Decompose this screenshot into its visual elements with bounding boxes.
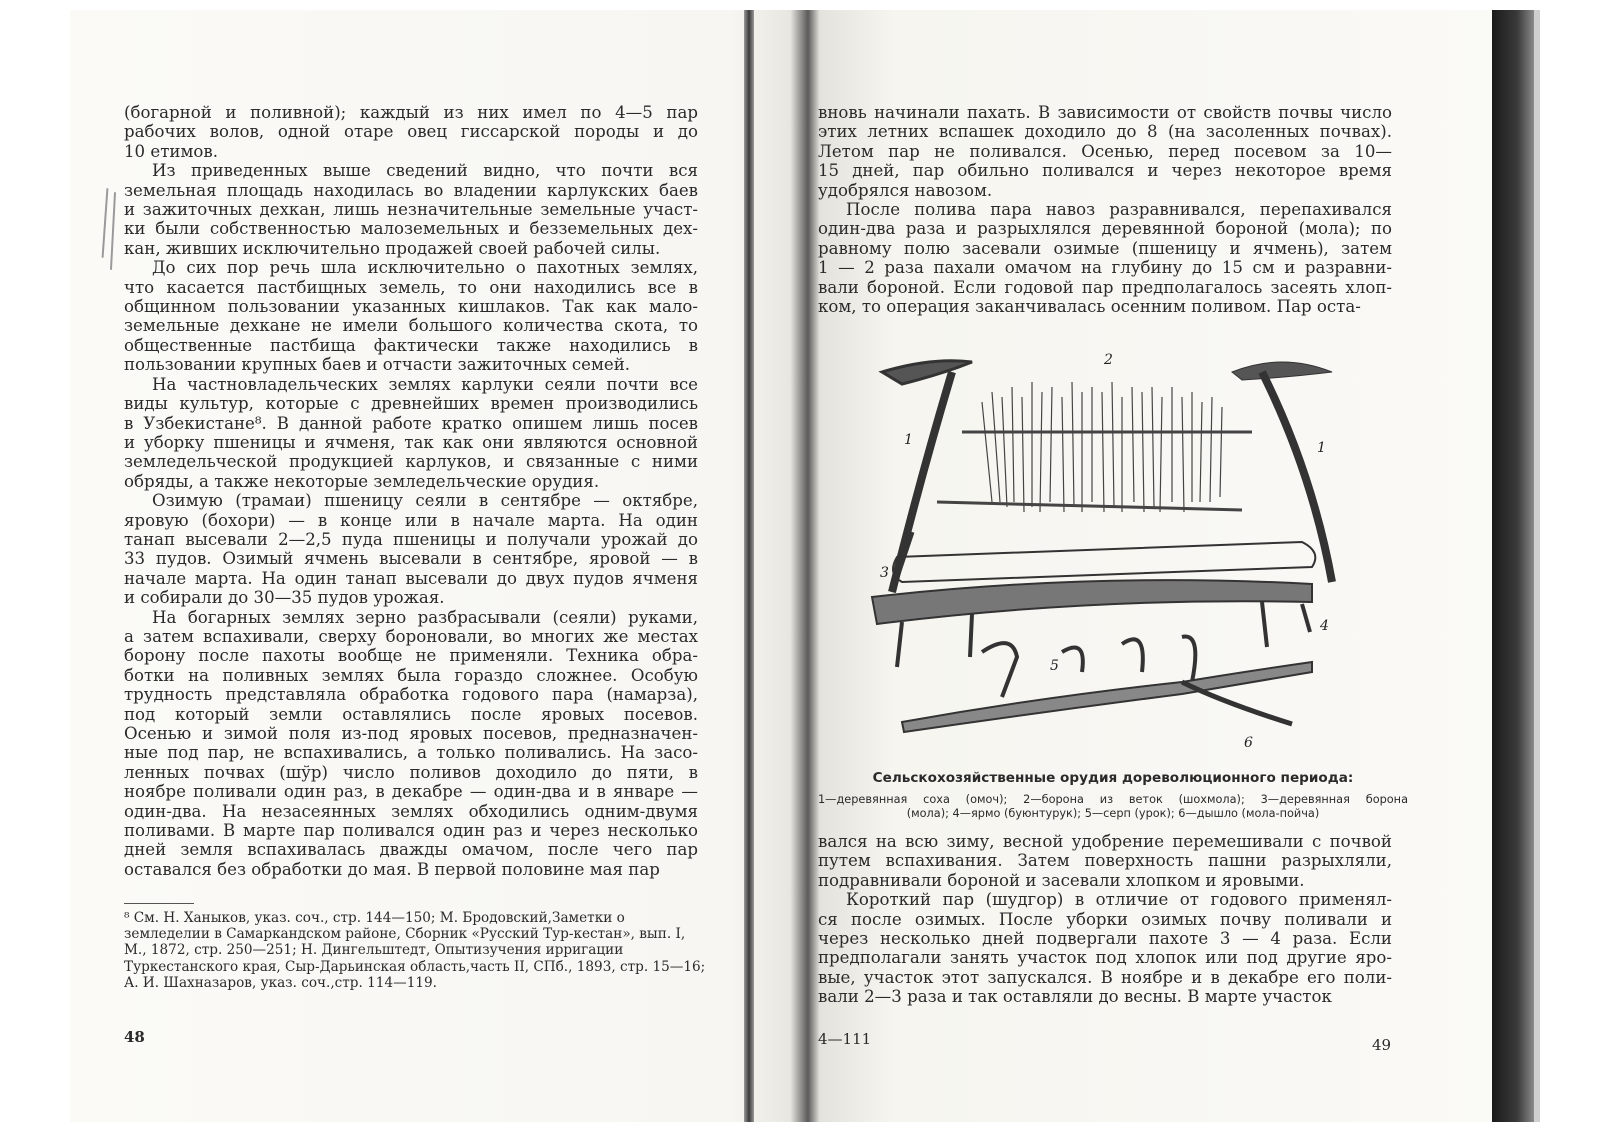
text-line: подравнивали бороной и засевали хлопком и яровыми. [818, 870, 1305, 890]
text-line: борону после пахоты вообще не применяли. Техника обра- [124, 646, 698, 666]
text-line: 33 пудов. Озимый ячмень высевали в сентябре, яровой — в [124, 549, 698, 569]
figure-label: 2 [1104, 352, 1113, 368]
figure-label: 1 [1317, 440, 1326, 456]
text-line: вали 2—3 раза и так оставляли до весны. В марте участок [818, 987, 1332, 1007]
signature-mark: 4—111 [818, 1030, 872, 1048]
text-line: Озимую (трамаи) пшеницу сеяли в сентябре — октябре, [152, 491, 698, 511]
right-page-text-bottom [818, 832, 1392, 1007]
text-line: этих летних вспашек доходило до 8 (на засоленных почвах). [818, 122, 1392, 142]
right-page-text [818, 103, 1392, 316]
text-line: и уборку пшеницы и ячменя, так как они являются основной [124, 432, 698, 452]
text-line: 1—деревянная соха (омоч); 2—борона из веток (шохмола); 3—деревянная борона [818, 793, 1408, 806]
figure-title: Сельскохозяйственные орудия дореволюционного периода: [872, 770, 1354, 786]
text-line: яровую (бохори) — в конце или в начале марта. На один [124, 510, 698, 530]
text-line: пользовании крупных баев и отчасти зажиточных семей. [124, 355, 631, 375]
text-line: Заметки о земледелии в Самаркандском районе, Сборник «Русский Тур- [124, 910, 625, 943]
text-line: До сих пор речь шла исключительно о пахотных землях, [152, 258, 698, 278]
text-line: ки были собственностью малоземельных и безземельных дех- [124, 219, 698, 239]
brush-harrow-drawing [937, 382, 1252, 512]
text-line: ся после озимых. После уборки озимых почву поливали и [818, 909, 1392, 929]
figure-caption [818, 793, 1408, 821]
draught-pole-drawing [902, 662, 1312, 732]
text-line: После полива пара навоз разравнивался, перепахивался [846, 200, 1392, 220]
yoke-drawing [872, 580, 1312, 667]
wooden-harrow-drawing [893, 542, 1315, 582]
text-line: На частновладельческих землях карлуки сеяли почти все [152, 374, 698, 394]
text-line: Осенью и зимой поля из-под яровых посевов, предназначен- [124, 724, 698, 743]
text-line: и зажиточных дехкан, лишь незначительные земельные участ- [124, 200, 698, 220]
text-line: равному полю засевали озимые (пшеницу и ячмень), затем [818, 238, 1392, 258]
plough-left-drawing [882, 361, 972, 592]
text-line: через несколько дней подвергали пахоте 3 — 4 раза. Если [818, 929, 1392, 949]
book-edge [1492, 10, 1534, 1122]
agricultural-tools-figure [842, 352, 1362, 752]
text-line: танап высевали 2—2,5 пуда пшеницы и получали урожай до [124, 529, 698, 549]
text-line: (богарной и поливной); каждый из них имел по 4—5 пар [124, 103, 698, 122]
text-line: Летом пар не поливался. Осенью, перед посевом за 10— [818, 141, 1392, 161]
text-line: в Узбекистане⁸. В данной работе кратко опишем лишь посев [124, 413, 698, 433]
text-line: общинном пользовании указанных кишлаков. Так как мало- [124, 297, 698, 317]
text-line: вые, участок этот запускался. В ноябре и в декабре его поли- [818, 967, 1392, 987]
text-line: вался на всю зиму, весной удобрение перемешивали с почвой [818, 832, 1392, 851]
text-line: начале марта. На один танап высевали до двух пудов ячменя [124, 568, 698, 588]
page-number-left: 48 [124, 1028, 145, 1046]
text-line: ные под пар, не вспахивались, а только поливались. На засо- [124, 743, 698, 763]
text-line: а затем вспахивали, сверху бороновали, во многих же местах [124, 626, 698, 646]
text-line: удобрялся навозом. [818, 180, 993, 200]
text-line: Короткий пар (шудгор) в отличие от годового применял- [846, 890, 1392, 910]
text-line: На богарных землях зерно разбрасывали (сеяли) руками, [152, 607, 698, 627]
text-line: ленных почвах (шўр) число поливов доходило до пяти, в [124, 762, 698, 782]
text-line: (мола); 4—ярмо (буюнтурук); 5—серп (урок); 6—дышло (мола-пойча) [906, 807, 1320, 820]
text-line: изучения ирригации Туркестанского края, Сыр-Дарьинская область, [124, 942, 624, 975]
text-line: один-два раза и разрыхлялся деревянной бороной (мола); по [818, 219, 1392, 239]
text-line: поливами. В марте пар поливался один раз и через несколько [124, 821, 698, 841]
text-line: земельные дехкане не имели большого количества скота, то [124, 316, 698, 336]
text-line: предполагали занять участок под хлопок или под другие яро- [818, 948, 1392, 968]
book-gutter [744, 10, 754, 1122]
text-line: часть II, СПб., 1893, стр. 15—16; А. И. Шахназаров, указ. соч., [124, 958, 706, 991]
text-line: ⁸ См. Н. Ханыков, указ. соч., стр. 144—150; М. Бродовский, [124, 910, 552, 926]
text-line: стр. 114—119. [334, 974, 437, 991]
figure-label: 1 [904, 432, 913, 448]
text-line: трудность представляла обработка годового пара (намарза), [124, 685, 698, 705]
text-line: обряды, а также некоторые земледельческие орудия. [124, 471, 600, 491]
book-edge-light [1534, 10, 1540, 1122]
plough-right-drawing [1232, 362, 1332, 582]
figure-label: 4 [1320, 618, 1329, 634]
text-line: кестан», вып. I, М., 1872, стр. 250—251; Н. Дингельштедт, Опыт [124, 926, 686, 959]
figure-label: 6 [1244, 735, 1253, 751]
figure-label: 3 [880, 565, 889, 581]
text-line: ботки на поливных землях была гораздо сложнее. Особую [124, 665, 698, 685]
text-line: 1 — 2 раза пахали омачом на глубину до 15 см и разравни- [818, 258, 1392, 278]
text-line: земледельческой продукцией карлуков, и связанные с ними [124, 452, 698, 472]
text-line: ноябре поливали один раз, в декабре — один-два и в январе — [124, 782, 698, 802]
text-line: 10 етимов. [124, 141, 218, 161]
text-line: один-два. На незасеянных землях обходились одним-двумя [124, 801, 698, 821]
text-line: виды культур, которые с древнейших времен производились [124, 394, 698, 414]
text-line: путем вспахивания. Затем поверхность пашни разрыхляли, [818, 851, 1392, 871]
footnote [124, 910, 708, 991]
text-line: Из приведенных выше сведений видно, что почти вся [152, 161, 698, 181]
page-number-right: 49 [1372, 1036, 1392, 1054]
text-line: и собирали до 30—35 пудов урожая. [124, 588, 445, 608]
text-line: под который земли оставлялись после яровых посевов. [124, 704, 698, 724]
text-line: кан, живших исключительно продажей своей рабочей силы. [124, 238, 661, 258]
text-line: дней земля вспахивалась дважды омачом, после чего пар [124, 840, 698, 860]
left-page-text [124, 103, 698, 879]
figure-label: 5 [1050, 658, 1059, 674]
text-line: ком, то операция заканчивалась осенним поливом. Пар оста- [818, 297, 1361, 317]
text-line: рабочих волов, одной отаре овец гиссарской породы и до [124, 122, 698, 142]
text-line: вновь начинали пахать. В зависимости от свойств почвы число [818, 103, 1392, 122]
text-line: оставался без обработки до мая. В первой половине мая пар [124, 859, 660, 879]
text-line: 15 дней, пар обильно поливался и через некоторое время [818, 161, 1392, 181]
text-line: вали бороной. Если годовой пар предполагалось засеять хлоп- [818, 277, 1392, 297]
footnote-rule [124, 903, 194, 904]
text-line: общественные пастбища фактически также находились в [124, 335, 698, 355]
text-line: что касается пастбищных земель, то они находились все в [124, 277, 698, 297]
text-line: земельная площадь находилась во владении карлукских баев [124, 180, 698, 200]
